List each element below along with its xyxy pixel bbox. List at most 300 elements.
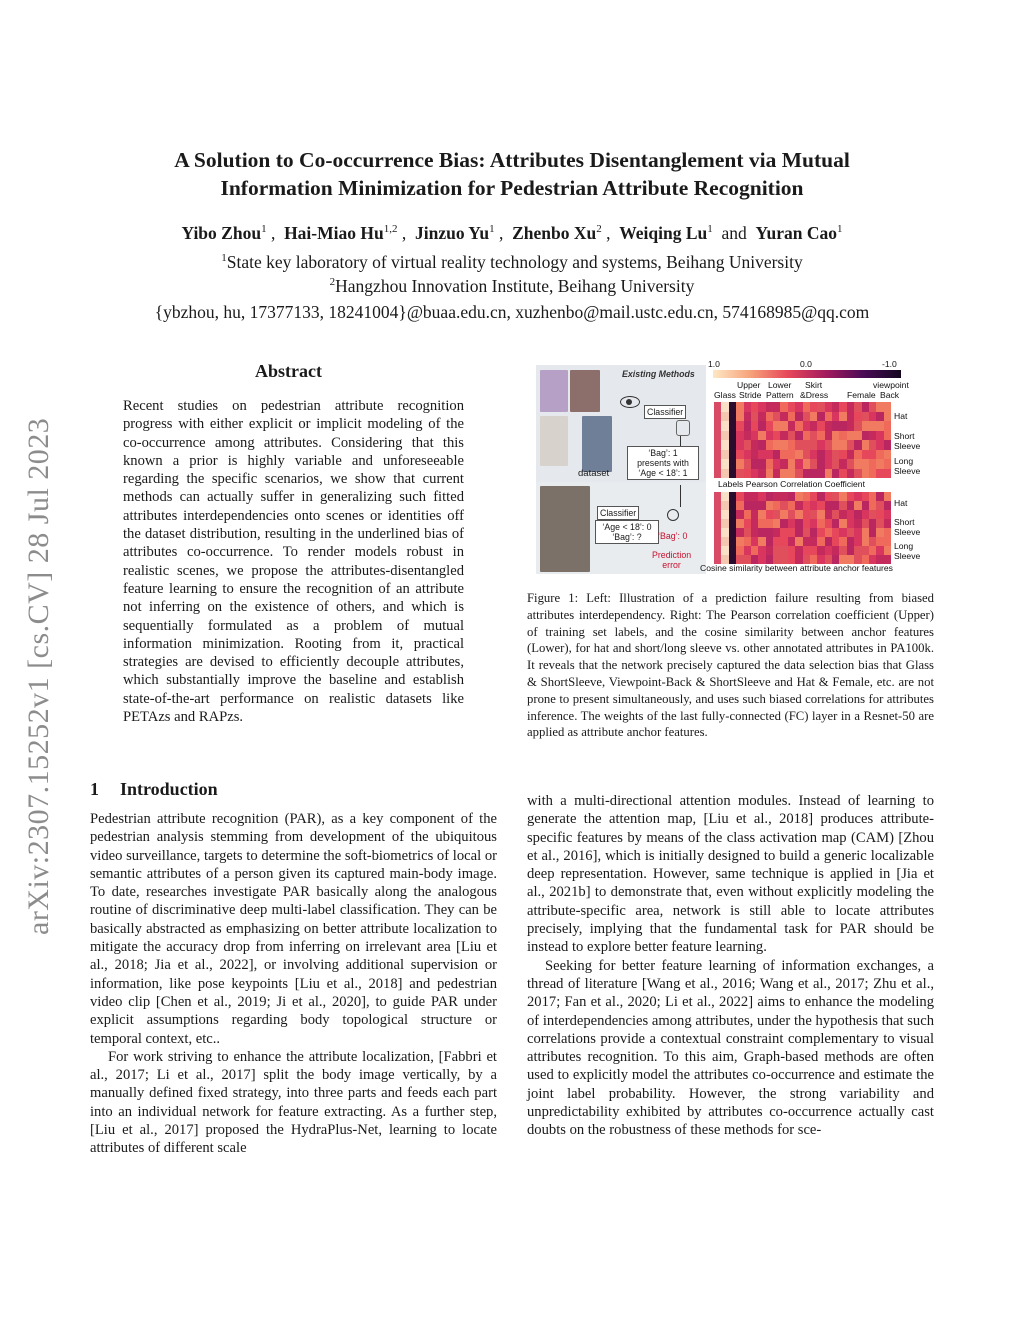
heatmap-cell: [773, 492, 780, 501]
heatmap-cell: [744, 459, 751, 469]
dataset-photo: [540, 370, 568, 412]
row-label: Hat: [894, 498, 908, 508]
heatmap-cell: [736, 537, 743, 546]
heatmap-cell: [773, 501, 780, 510]
heatmap-cell: [854, 469, 861, 479]
heatmap-cell: [773, 440, 780, 450]
author-name: Jinzuo Yu: [414, 223, 490, 243]
heatmap-cell: [803, 440, 810, 450]
scale-min-label: -1.0: [882, 359, 897, 369]
heatmap-cell: [758, 510, 765, 519]
heatmap-cell: [729, 402, 736, 412]
heatmap-cell: [847, 440, 854, 450]
heatmap-cell: [766, 492, 773, 501]
bag-question: ‘Bag’: ?: [612, 532, 642, 542]
heatmap-cell: [773, 469, 780, 479]
heatmap-cell: [817, 421, 824, 431]
column-label: Upper: [737, 380, 761, 390]
heatmap-cell: [751, 459, 758, 469]
heatmap-cell: [825, 469, 832, 479]
heatmap-cell: [832, 528, 839, 537]
heatmap-cell: [869, 421, 876, 431]
heatmap-cell: [736, 501, 743, 510]
author-name: Zhenbo Xu: [512, 223, 597, 243]
heatmap-cell: [817, 528, 824, 537]
heatmap-cell: [744, 492, 751, 501]
heatmap-cell: [839, 421, 846, 431]
heatmap-cell: [744, 421, 751, 431]
heatmap-cell: [714, 459, 721, 469]
heatmap-cell: [839, 469, 846, 479]
heatmap-cell: [839, 510, 846, 519]
row-label: Sleeve: [894, 466, 921, 476]
heatmap-cell: [839, 492, 846, 501]
heatmap-cell: [751, 431, 758, 441]
affil-sup: 1: [221, 252, 227, 265]
heatmap-cell: [847, 431, 854, 441]
heatmap-cell: [884, 469, 891, 479]
heatmap-cell: [825, 421, 832, 431]
author-name: Weiqing Lu: [619, 223, 708, 243]
heatmap-cell: [847, 546, 854, 555]
heatmap-cell: [780, 537, 787, 546]
heatmap-cell: [744, 528, 751, 537]
heatmap-cell: [729, 440, 736, 450]
heatmap-cell: [817, 501, 824, 510]
heatmap-cell: [721, 528, 728, 537]
heatmap-cell: [832, 402, 839, 412]
heatmap-cell: [825, 546, 832, 555]
row-label: Short: [894, 431, 915, 441]
heatmap-cell: [780, 519, 787, 528]
heatmap-cell: [839, 537, 846, 546]
heatmap-cell: [810, 537, 817, 546]
heatmap-cell: [780, 501, 787, 510]
heatmap-cell: [758, 537, 765, 546]
heatmap-cell: [780, 528, 787, 537]
heatmap-cell: [758, 519, 765, 528]
heatmap-cell: [766, 537, 773, 546]
column-label: Back: [880, 390, 900, 400]
heatmap-cell: [773, 519, 780, 528]
heatmap-cell: [721, 469, 728, 479]
heatmap-cell: [766, 528, 773, 537]
author-affil-sup: 2: [596, 223, 602, 236]
heatmap-cell: [839, 528, 846, 537]
heatmap-cell: [876, 510, 883, 519]
column-label: Pattern: [766, 390, 794, 400]
heatmap-cell: [758, 469, 765, 479]
heatmap-cell: [736, 421, 743, 431]
age-bag-box: [595, 520, 659, 544]
heatmap-cell: [751, 412, 758, 422]
heatmap-cell: [788, 450, 795, 460]
heatmap-cell: [839, 546, 846, 555]
heatmap-cell: [766, 402, 773, 412]
author-affil-sup: 1: [489, 223, 495, 236]
heatmap-cell: [817, 537, 824, 546]
heatmap-cell: [862, 421, 869, 431]
heatmap-cell: [766, 510, 773, 519]
heatmap-cell: [884, 450, 891, 460]
heatmap-cell: [758, 431, 765, 441]
prediction-error-label: [652, 550, 691, 570]
heatmap-cell: [839, 459, 846, 469]
heatmap-cell: [810, 459, 817, 469]
heatmap-cell: [884, 421, 891, 431]
heatmap-cell: [714, 421, 721, 431]
heatmap-cell: [832, 469, 839, 479]
heatmap-cell: [751, 469, 758, 479]
row-label: Hat: [894, 411, 908, 421]
heatmap-cell: [884, 412, 891, 422]
heatmap-cell: [714, 501, 721, 510]
paragraph: For work striving to enhance the attribute localization, [Fabbri et al., 2017; Li et al., 2017] split the body image vertically, by a manually defined fixed strategy, into three parts and feeds each part into an individual network for feature extracting. As a further step, [Liu et al., 2017] proposed the HydraPlus-Net, learning to locate attributes of different scale: [90, 1048, 497, 1157]
heatmap-cell: [832, 431, 839, 441]
heatmap-cell: [773, 546, 780, 555]
heatmap-cell: [869, 501, 876, 510]
heatmap-cell: [854, 450, 861, 460]
heatmap-cell: [736, 450, 743, 460]
heatmap-cell: [780, 421, 787, 431]
heatmap-cell: [832, 519, 839, 528]
heatmap-cell: [854, 537, 861, 546]
heatmap-cell: [714, 510, 721, 519]
heatmap-cell: [862, 510, 869, 519]
heatmap-cell: [714, 431, 721, 441]
heatmap-cell: [825, 519, 832, 528]
row-label: Short: [894, 517, 915, 527]
heatmap-cell: [817, 450, 824, 460]
heatmap-cell: [766, 421, 773, 431]
heatmap-cell: [854, 519, 861, 528]
heatmap-cell: [810, 402, 817, 412]
lower-heatmap-title: Cosine similarity between attribute anchor features: [700, 563, 893, 573]
heatmap-cell: [751, 492, 758, 501]
author-list: Yibo Zhou$^1$ , Hai-Miao Hu$^{1,2}$ , Jinzuo Yu$^1$ , Zhenbo Xu$^2$ , Weiqing Lu$^1$ and Yuran Cao$^1$: [181, 223, 843, 243]
paragraph: Pedestrian attribute recognition (PAR), as a key component of the pedestrian analysis stemming from development of the ubiquitous video surveillance, targets to determine the soft-biometrics of local or semantic attributes of a person given its captured main-body image. To date, researches investigate PAR basically along the analogous routine of discriminative deep multi-label classification. They can be basically abstracted as emphasizing on better attribute localization to mitigate the accuracy drop from inferring on irrelevant area [Liu et al., 2018; Jia et al., 2022], or involving additional supervision or information, like pose keypoints [Liu et al., 2018] and pedestrian video clip [Chen et al., 2019; Ji et al., 2020], to guide PAR under explicit assumptions regarding body topological structure or temporal context, etc..: [90, 811, 497, 1047]
heatmap-cell: [751, 402, 758, 412]
heatmap-cell: [788, 537, 795, 546]
heatmap-cell: [788, 412, 795, 422]
column-label: &Dress: [800, 390, 829, 400]
heatmap-cell: [803, 546, 810, 555]
heatmap-cell: [817, 459, 824, 469]
pred-err-line: error: [662, 560, 681, 570]
affil-text: Hangzhou Innovation Institute, Beihang University: [335, 276, 695, 296]
abstract-text: Recent studies on pedestrian attribute recognition progress with either explicit or implicit modeling of the co-occurrence among attributes. Considering that this known a prior is highly variable and unforeseeable regarding the specific scenarios, we show that current methods can actually suffer in generalizing such fitted attributes interdependencies onto scenes or identities off the dataset distribution, resulting in the underlined bias of attributes co-occurrence. To render models robust in realistic scenes, we propose the attributes-disentangled feature learning to ensure the recognition of an attribute not inferring on the existence of others, and which is sequentially formulated as a problem of mutual information minimization. Rooting from it, practical strategies are devised to efficiently decouple attributes, which substantially improve the baseline and establish state-of-the-art performance on realistic datasets like PETAzs and RAPzs.: [123, 398, 464, 726]
heatmap-cell: [876, 459, 883, 469]
heatmap-cell: [832, 459, 839, 469]
heatmap-cell: [869, 431, 876, 441]
heatmap-cell: [884, 431, 891, 441]
heatmap-cell: [758, 421, 765, 431]
heatmap-cell: [862, 528, 869, 537]
heatmap-cell: [795, 421, 802, 431]
heatmap-cell: [810, 501, 817, 510]
column-label: Lower: [768, 380, 792, 390]
heatmap-cell: [751, 440, 758, 450]
heatmap-cell: [795, 510, 802, 519]
classifier-box-bottom: Classifier: [597, 506, 639, 520]
heatmap-cell: [869, 519, 876, 528]
heatmap-cell: [744, 501, 751, 510]
heatmap-cell: [729, 492, 736, 501]
heatmap-cell: [773, 431, 780, 441]
heatmap-cell: [803, 412, 810, 422]
bag-line: presents with: [637, 458, 689, 468]
heatmap-cell: [795, 537, 802, 546]
heatmap-cell: [803, 501, 810, 510]
scale-mid-label: 0.0: [800, 359, 812, 369]
heatmap-cell: [839, 412, 846, 422]
heatmap-cell: [714, 519, 721, 528]
author-affil-sup: 1,2: [383, 223, 398, 236]
heatmap-cell: [862, 459, 869, 469]
heatmap-cell: [766, 450, 773, 460]
heatmap-cell: [803, 469, 810, 479]
heatmap-cell: [721, 431, 728, 441]
dataset-photo: [582, 416, 612, 472]
heatmap-cell: [854, 546, 861, 555]
heatmap-cell: [736, 412, 743, 422]
heatmap-cell: [803, 402, 810, 412]
heatmap-cell: [817, 402, 824, 412]
heatmap-cell: [795, 492, 802, 501]
row-label: Long: [894, 456, 914, 466]
heatmap-cell: [758, 440, 765, 450]
affiliation-2: [60, 276, 964, 297]
heatmap-cell: [729, 510, 736, 519]
heatmap-cell: [721, 519, 728, 528]
heatmap-cell: [847, 421, 854, 431]
heatmap-cell: [780, 402, 787, 412]
heatmap-cell: [847, 402, 854, 412]
heatmap-cell: [832, 537, 839, 546]
heatmap-cell: [847, 528, 854, 537]
heatmap-cell: [736, 469, 743, 479]
heatmap-cell: [744, 440, 751, 450]
heatmap-cell: [714, 492, 721, 501]
heatmap-cell: [884, 402, 891, 412]
heatmap-cell: [825, 459, 832, 469]
heatmap-cell: [721, 501, 728, 510]
heatmap-cell: [847, 492, 854, 501]
heatmap-cell: [729, 421, 736, 431]
heatmap-cell: [773, 459, 780, 469]
heatmap-cell: [736, 402, 743, 412]
heatmap-cell: [721, 450, 728, 460]
heatmap-cell: [876, 431, 883, 441]
heatmap-cell: [862, 402, 869, 412]
heatmap-cell: [876, 537, 883, 546]
heatmap-cell: [780, 412, 787, 422]
pearson-heatmap: [714, 402, 891, 478]
heatmap-cell: [854, 492, 861, 501]
heatmap-cell: [876, 469, 883, 479]
cosine-heatmap: [714, 492, 891, 564]
heatmap-cell: [832, 492, 839, 501]
heatmap-cell: [862, 546, 869, 555]
heatmap-cell: [795, 402, 802, 412]
heatmap-cell: [773, 510, 780, 519]
abstract-heading: Abstract: [255, 361, 322, 381]
heatmap-cell: [832, 440, 839, 450]
title-line-1: A Solution to Co-occurrence Bias: Attributes Disentanglement via Mutual: [174, 148, 850, 172]
heatmap-cell: [736, 510, 743, 519]
heatmap-cell: [810, 546, 817, 555]
heatmap-cell: [803, 492, 810, 501]
heatmap-cell: [766, 519, 773, 528]
column-label: Skirt: [805, 380, 823, 390]
heatmap-cell: [714, 546, 721, 555]
heatmap-cell: [744, 510, 751, 519]
scale-max-label: 1.0: [708, 359, 720, 369]
classifier-box-top: Classifier: [644, 405, 686, 419]
heatmap-cell: [714, 469, 721, 479]
age-line: ‘Age < 18’: 0: [602, 522, 652, 532]
heatmap-cell: [803, 450, 810, 460]
heatmap-cell: [795, 546, 802, 555]
heatmap-cell: [729, 431, 736, 441]
heatmap-cell: [847, 537, 854, 546]
heatmap-cell: [795, 459, 802, 469]
right-column-text: [527, 792, 934, 1140]
bag-line: ‘Bag’: 1: [648, 448, 678, 458]
paragraph: Seeking for better feature learning of information exchanges, a thread of literature [Wang et al., 2016; Wang et al., 2017; Zhu et al., 2017; Fan et al., 2020; Li et al., 2022] aims to enhance the modeling of interdependencies among attributes, under the hypothesis that such correlations provide a contextual constraint complementary to visual attributes recognition. To this aim, Graph-based methods are often used to explicitly model the attributes co-occurrence and estimate the joint label probability. However, the strong variability and unpredictability exhibited by attributes co-occurrence actually cast doubts on the robustness of these methods for sce-: [527, 957, 934, 1139]
heatmap-cell: [780, 546, 787, 555]
heatmap-cell: [751, 546, 758, 555]
heatmap-cell: [721, 546, 728, 555]
affiliation-1: [60, 252, 964, 273]
heatmap-cell: [788, 402, 795, 412]
heatmap-cell: [862, 492, 869, 501]
color-scale-bar: [713, 370, 901, 378]
heatmap-cell: [766, 469, 773, 479]
heatmap-cell: [714, 528, 721, 537]
heatmap-cell: [744, 450, 751, 460]
heatmap-cell: [876, 440, 883, 450]
heatmap-cell: [721, 492, 728, 501]
heatmap-cell: [869, 402, 876, 412]
existing-methods-label: Existing Methods: [622, 369, 695, 379]
heatmap-cell: [780, 459, 787, 469]
heatmap-cell: [825, 501, 832, 510]
heatmap-cell: [839, 440, 846, 450]
heatmap-cell: [832, 421, 839, 431]
heatmap-cell: [744, 537, 751, 546]
heatmap-cell: [758, 501, 765, 510]
and-word: and: [721, 223, 747, 243]
heatmap-cell: [803, 528, 810, 537]
heatmap-cell: [854, 412, 861, 422]
heatmap-cell: [847, 501, 854, 510]
heatmap-cell: [729, 501, 736, 510]
pred-err-line: Prediction: [652, 550, 692, 560]
heatmap-cell: [810, 450, 817, 460]
heatmap-cell: [876, 450, 883, 460]
heatmap-cell: [795, 501, 802, 510]
heatmap-cell: [884, 459, 891, 469]
heatmap-cell: [869, 546, 876, 555]
author-affil-sup: 1: [707, 223, 713, 236]
heatmap-cell: [884, 501, 891, 510]
brain-icon: [676, 420, 690, 436]
heatmap-cell: [854, 440, 861, 450]
heatmap-cell: [766, 459, 773, 469]
heatmap-cell: [869, 492, 876, 501]
figure-1: [530, 358, 935, 576]
heatmap-cell: [832, 546, 839, 555]
heatmap-cell: [825, 412, 832, 422]
heatmap-cell: [862, 537, 869, 546]
heatmap-cell: [721, 510, 728, 519]
heatmap-cell: [869, 450, 876, 460]
heatmap-cell: [810, 412, 817, 422]
heatmap-cell: [847, 469, 854, 479]
heatmap-cell: [729, 412, 736, 422]
author-name: Yuran Cao: [755, 223, 838, 243]
heatmap-cell: [839, 501, 846, 510]
affil-text: State key laboratory of virtual reality technology and systems, Beihang University: [226, 252, 803, 272]
heatmap-cell: [862, 440, 869, 450]
heatmap-cell: [825, 450, 832, 460]
heatmap-cell: [854, 402, 861, 412]
heatmap-cell: [758, 412, 765, 422]
heatmap-cell: [780, 510, 787, 519]
heatmap-cell: [876, 402, 883, 412]
dataset-photo: [570, 370, 600, 412]
heatmap-cell: [714, 537, 721, 546]
author-affil-sup: 1: [261, 223, 267, 236]
heatmap-cell: [862, 519, 869, 528]
heatmap-cell: [780, 450, 787, 460]
heatmap-cell: [862, 412, 869, 422]
heatmap-cell: [884, 537, 891, 546]
column-label: Female: [847, 390, 876, 400]
heatmap-cell: [729, 519, 736, 528]
heatmap-cell: [788, 519, 795, 528]
heatmap-cell: [884, 440, 891, 450]
section-title: Introduction: [120, 779, 218, 799]
heatmap-cell: [854, 421, 861, 431]
heatmap-cell: [736, 440, 743, 450]
heatmap-cell: [788, 459, 795, 469]
bag-line: ‘Age < 18’: 1: [638, 468, 688, 478]
heatmap-cell: [803, 537, 810, 546]
heatmap-cell: [803, 519, 810, 528]
heatmap-cell: [736, 546, 743, 555]
heatmap-cell: [825, 402, 832, 412]
heatmap-cell: [854, 501, 861, 510]
heatmap-cell: [817, 469, 824, 479]
heatmap-cell: [773, 528, 780, 537]
author-affil-sup: 1: [837, 223, 843, 236]
heatmap-cell: [773, 537, 780, 546]
heatmap-cell: [832, 412, 839, 422]
heatmap-cell: [832, 501, 839, 510]
heatmap-cell: [869, 528, 876, 537]
left-column-text: [90, 810, 497, 1158]
heatmap-cell: [876, 546, 883, 555]
heatmap-cell: [744, 469, 751, 479]
heatmap-cell: [803, 421, 810, 431]
heatmap-cell: [788, 469, 795, 479]
heatmap-cell: [758, 492, 765, 501]
heatmap-cell: [869, 537, 876, 546]
author-emails: {ybzhou, hu, 17377133, 18241004}@buaa.edu.cn, xuzhenbo@mail.ustc.edu.cn, 574168985@qq.com: [154, 302, 870, 322]
heatmap-cell: [884, 492, 891, 501]
